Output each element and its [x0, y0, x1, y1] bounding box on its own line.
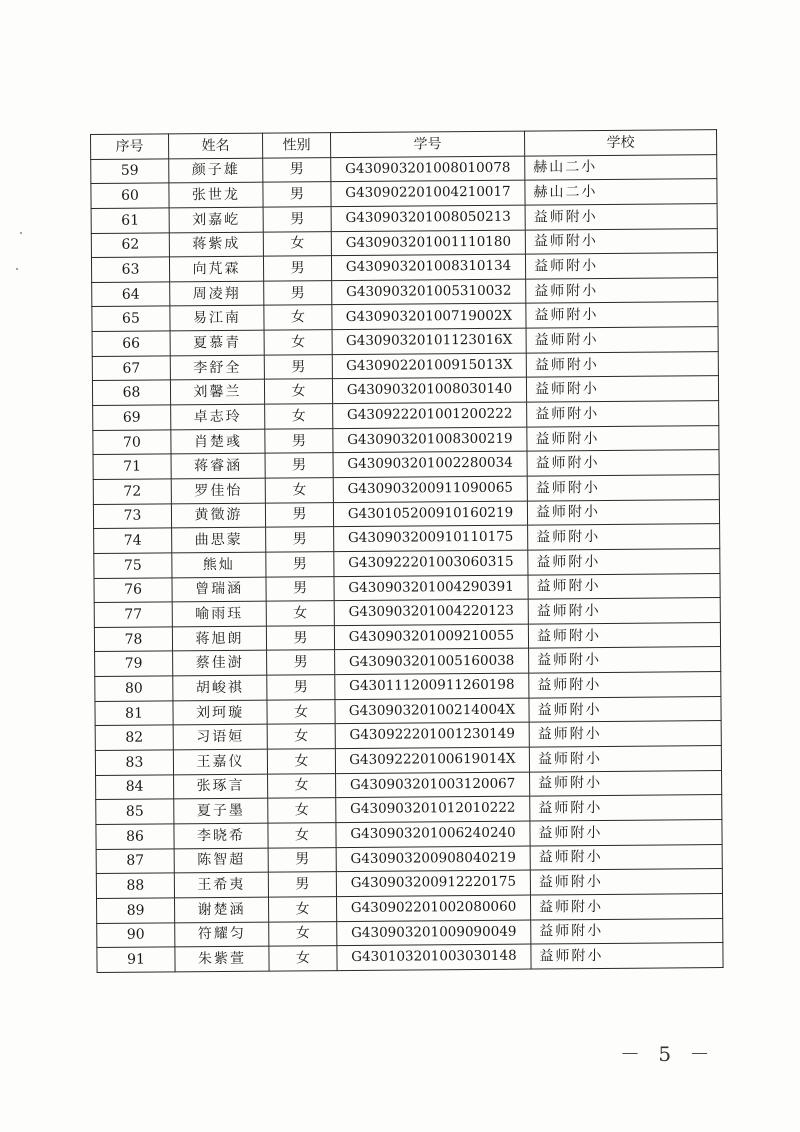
cell-gender: 男	[263, 256, 331, 281]
cell-index: 59	[91, 159, 169, 184]
cell-student-id: G430903200911090065	[333, 476, 527, 502]
cell-name: 颜子雄	[169, 158, 263, 183]
cell-student-id: G430903201009210055	[334, 624, 528, 650]
cell-index: 88	[96, 873, 174, 898]
cell-index: 67	[92, 356, 170, 381]
cell-school: 益师附小	[527, 499, 719, 525]
cell-student-id: G430903201009090049	[337, 920, 531, 946]
table-row	[97, 943, 723, 973]
cell-gender: 女	[264, 305, 332, 330]
cell-student-id: G430922201001230149	[335, 722, 529, 748]
cell-student-id: G430111200911260198	[335, 673, 529, 699]
cell-gender: 男	[268, 847, 336, 872]
cell-student-id: G430902201004210017	[331, 180, 525, 206]
cell-school: 益师附小	[527, 401, 719, 427]
cell-student-id: G430922201003060315	[334, 550, 528, 576]
cell-name: 卓志玲	[171, 404, 265, 429]
cell-school: 益师附小	[528, 573, 720, 599]
cell-index: 69	[93, 405, 171, 430]
cell-index: 86	[96, 824, 174, 849]
cell-school: 益师附小	[529, 746, 721, 772]
cell-gender: 女	[268, 773, 336, 798]
cell-student-id: G430903201004290391	[334, 575, 528, 601]
cell-gender: 男	[266, 576, 334, 601]
cell-school: 益师附小	[528, 548, 720, 574]
cell-gender: 女	[267, 749, 335, 774]
cell-name: 张琢言	[174, 774, 268, 799]
cell-student-id: G430903201008300219	[333, 427, 527, 453]
cell-gender: 男	[268, 872, 336, 897]
cell-school: 益师附小	[530, 869, 722, 895]
cell-name: 张世龙	[169, 182, 263, 207]
cell-student-id: G430903201005160038	[335, 649, 529, 675]
cell-gender: 女	[269, 921, 337, 946]
cell-index: 74	[94, 528, 172, 553]
cell-index: 68	[92, 380, 170, 405]
cell-index: 81	[95, 701, 173, 726]
cell-school: 益师附小	[525, 253, 717, 279]
cell-name: 曲思蒙	[172, 527, 266, 552]
cell-index: 78	[94, 627, 172, 652]
cell-student-id: G430903201002280034	[333, 451, 527, 477]
cell-index: 63	[91, 257, 169, 282]
cell-gender: 女	[267, 699, 335, 724]
cell-name: 肖楚彧	[171, 429, 265, 454]
page-number: － 5 －	[620, 1042, 716, 1066]
cell-name: 刘馨兰	[170, 380, 264, 405]
cell-school: 益师附小	[530, 770, 722, 796]
cell-gender: 男	[264, 354, 332, 379]
cell-school: 益师附小	[527, 475, 719, 501]
cell-name: 夏慕青	[170, 330, 264, 355]
cell-name: 朱紫萱	[175, 946, 269, 971]
cell-student-id: G430903200910110175	[334, 525, 528, 551]
cell-school: 益师附小	[530, 844, 722, 870]
cell-gender: 女	[264, 330, 332, 355]
cell-gender: 男	[265, 502, 333, 527]
cell-name: 刘嘉屹	[169, 207, 263, 232]
cell-gender: 男	[263, 157, 331, 182]
cell-name: 李晓希	[174, 823, 268, 848]
cell-school: 益师附小	[529, 672, 721, 698]
cell-index: 90	[97, 922, 175, 947]
cell-name: 王嘉仪	[173, 749, 267, 774]
cell-gender: 女	[268, 823, 336, 848]
cell-name: 习语姮	[173, 725, 267, 750]
cell-name: 易江南	[170, 306, 264, 331]
cell-index: 62	[91, 232, 169, 257]
header-school: 学校	[524, 130, 716, 156]
cell-index: 80	[95, 676, 173, 701]
header-index: 序号	[91, 134, 169, 159]
cell-index: 83	[95, 750, 173, 775]
cell-student-id: G430105200910160219	[333, 501, 527, 527]
cell-gender: 男	[265, 428, 333, 453]
cell-school: 益师附小	[528, 598, 720, 624]
cell-name: 符耀匀	[175, 922, 269, 947]
cell-name: 罗佳怡	[171, 478, 265, 503]
cell-gender: 女	[269, 946, 337, 971]
cell-student-id: G430903200908040219	[336, 846, 530, 872]
cell-school: 益师附小	[530, 795, 722, 821]
cell-school: 益师附小	[527, 450, 719, 476]
cell-student-id: G43090320100719002X	[332, 304, 526, 330]
cell-student-id: G430903201008310134	[331, 254, 525, 280]
cell-gender: 男	[266, 527, 334, 552]
cell-student-id: G430902201002080060	[336, 895, 530, 921]
student-roster-table	[90, 129, 724, 973]
cell-name: 刘珂璇	[173, 700, 267, 725]
cell-index: 64	[92, 282, 170, 307]
cell-student-id: G430903201008030140	[332, 377, 526, 403]
scan-speck	[20, 232, 22, 234]
cell-gender: 男	[267, 650, 335, 675]
cell-index: 71	[93, 454, 171, 479]
cell-gender: 女	[265, 478, 333, 503]
cell-gender: 女	[268, 798, 336, 823]
scan-speck	[16, 268, 18, 270]
cell-school: 益师附小	[529, 647, 721, 673]
cell-index: 84	[96, 775, 174, 800]
cell-student-id: G430903201006240240	[336, 821, 530, 847]
cell-index: 89	[97, 898, 175, 923]
cell-school: 益师附小	[530, 893, 722, 919]
cell-school: 益师附小	[531, 918, 723, 944]
header-name: 姓名	[169, 133, 263, 158]
cell-index: 82	[95, 725, 173, 750]
cell-name: 曾瑞涵	[172, 577, 266, 602]
cell-index: 72	[93, 479, 171, 504]
cell-name: 熊灿	[172, 552, 266, 577]
cell-school: 益师附小	[531, 943, 723, 969]
cell-school: 益师附小	[529, 721, 721, 747]
cell-index: 73	[93, 503, 171, 528]
cell-student-id: G430103201003030148	[337, 944, 531, 970]
cell-school: 益师附小	[528, 524, 720, 550]
cell-student-id: G430903201008010078	[331, 156, 525, 182]
cell-name: 谢楚涵	[175, 897, 269, 922]
cell-name: 胡峻祺	[173, 675, 267, 700]
cell-index: 76	[94, 577, 172, 602]
cell-school: 益师附小	[526, 302, 718, 328]
cell-school: 赫山二小	[525, 154, 717, 180]
cell-gender: 男	[263, 207, 331, 232]
cell-name: 蒋紫成	[169, 232, 263, 257]
cell-school: 益师附小	[530, 819, 722, 845]
cell-index: 79	[95, 651, 173, 676]
cell-index: 77	[94, 602, 172, 627]
cell-index: 87	[96, 848, 174, 873]
cell-gender: 男	[266, 551, 334, 576]
cell-school: 益师附小	[528, 622, 720, 648]
cell-gender: 男	[264, 280, 332, 305]
cell-index: 65	[92, 306, 170, 331]
table-body	[91, 154, 723, 972]
cell-school: 益师附小	[529, 696, 721, 722]
cell-name: 夏子墨	[174, 798, 268, 823]
cell-student-id: G430903201012010222	[336, 796, 530, 822]
cell-gender: 男	[263, 182, 331, 207]
cell-gender: 女	[266, 601, 334, 626]
cell-school: 益师附小	[527, 425, 719, 451]
header-student-id: 学号	[330, 131, 524, 157]
cell-name: 蔡佳澍	[173, 651, 267, 676]
cell-gender: 男	[266, 625, 334, 650]
cell-name: 向芃霖	[169, 256, 263, 281]
cell-name: 李舒全	[170, 355, 264, 380]
cell-index: 60	[91, 183, 169, 208]
cell-gender: 女	[265, 404, 333, 429]
cell-gender: 女	[264, 379, 332, 404]
cell-student-id: G43090320100214004X	[335, 698, 529, 724]
header-gender: 性别	[262, 133, 330, 158]
cell-index: 85	[96, 799, 174, 824]
cell-index: 75	[94, 553, 172, 578]
cell-gender: 女	[268, 896, 336, 921]
cell-school: 益师附小	[526, 327, 718, 353]
cell-student-id: G430903201003120067	[336, 772, 530, 798]
cell-school: 益师附小	[526, 351, 718, 377]
cell-index: 70	[93, 430, 171, 455]
cell-school: 益师附小	[525, 203, 717, 229]
cell-student-id: G43092220100619014X	[335, 747, 529, 773]
cell-student-id: G430903201008050213	[331, 205, 525, 231]
cell-name: 蒋旭朗	[172, 626, 266, 651]
cell-gender: 女	[263, 231, 331, 256]
cell-name: 陈智超	[174, 848, 268, 873]
cell-gender: 女	[267, 724, 335, 749]
cell-student-id: G43090220100915013X	[332, 353, 526, 379]
cell-student-id: G43090320101123016X	[332, 328, 526, 354]
cell-school: 益师附小	[526, 376, 718, 402]
cell-index: 91	[97, 947, 175, 972]
cell-student-id: G430903200912220175	[336, 870, 530, 896]
cell-name: 蒋睿涵	[171, 453, 265, 478]
cell-school: 益师附小	[525, 228, 717, 254]
cell-name: 喻雨珏	[172, 601, 266, 626]
cell-name: 周凌翔	[170, 281, 264, 306]
cell-gender: 男	[267, 675, 335, 700]
cell-name: 黄徵游	[171, 503, 265, 528]
cell-student-id: G430903201001110180	[331, 230, 525, 256]
cell-student-id: G430922201001200222	[333, 402, 527, 428]
cell-school: 益师附小	[526, 277, 718, 303]
cell-name: 王希夷	[174, 872, 268, 897]
cell-school: 赫山二小	[525, 179, 717, 205]
cell-index: 61	[91, 208, 169, 233]
cell-student-id: G430903201004220123	[334, 599, 528, 625]
cell-gender: 男	[265, 453, 333, 478]
cell-index: 66	[92, 331, 170, 356]
cell-student-id: G430903201005310032	[332, 279, 526, 305]
